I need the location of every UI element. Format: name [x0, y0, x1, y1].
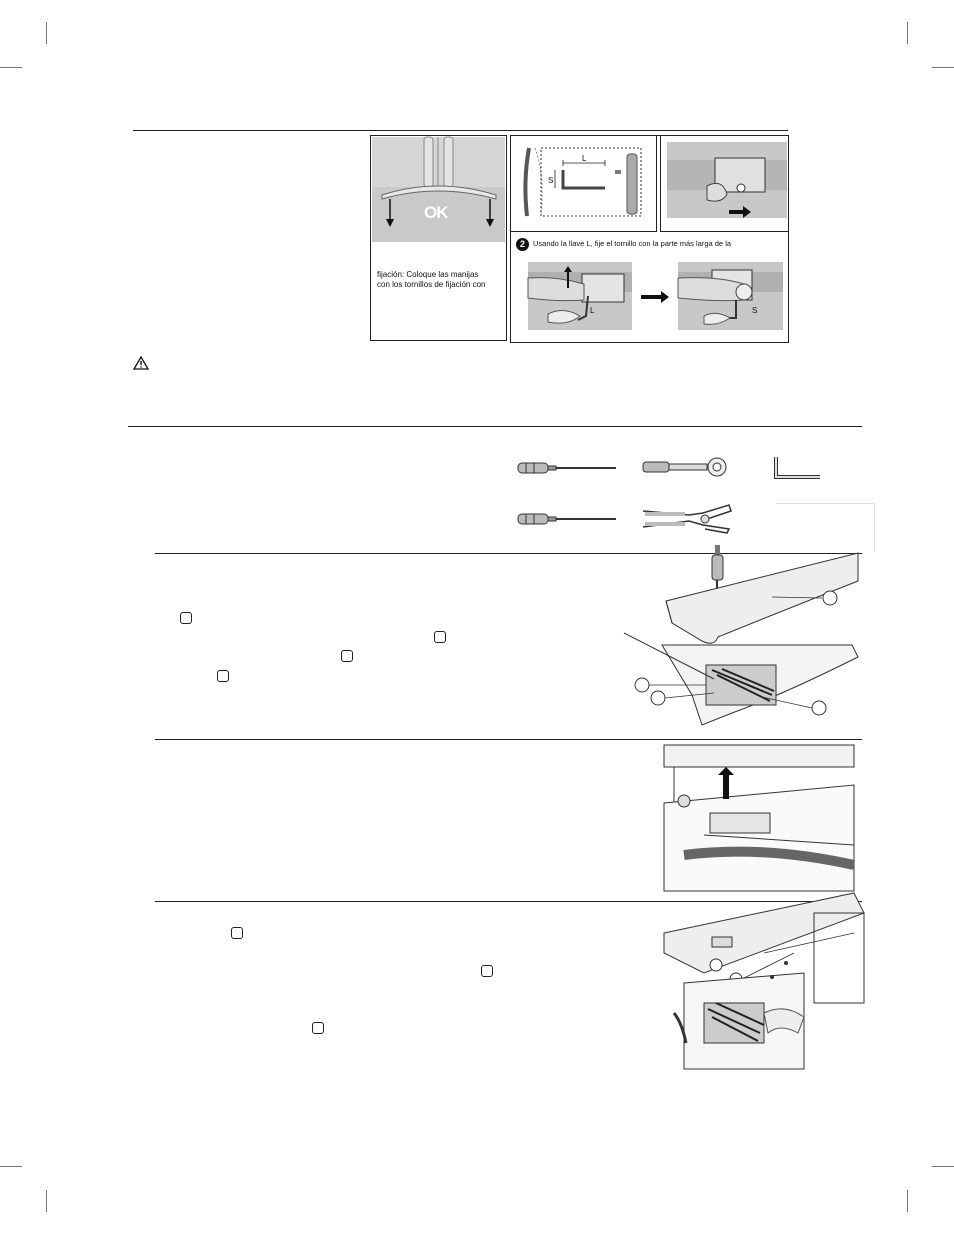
socket-wrench-icon — [643, 457, 733, 477]
step-1-illustration — [667, 142, 787, 218]
crop-mark — [907, 22, 908, 44]
crop-mark — [0, 1166, 22, 1167]
label-l-bottom: L — [590, 306, 595, 315]
handle-drawing — [372, 137, 505, 242]
wrench-tighten-drawing — [528, 262, 632, 330]
wiring-connect-drawing — [664, 893, 874, 1073]
pliers-icon — [643, 503, 733, 533]
callout-box — [180, 612, 192, 624]
crop-mark — [907, 1190, 908, 1212]
label-s: S — [548, 176, 554, 185]
step-1-panel — [660, 136, 788, 232]
label-l: L — [582, 154, 587, 163]
callout-box — [434, 631, 446, 643]
crop-mark — [46, 1190, 47, 1212]
phillips-screwdriver-icon — [518, 461, 618, 475]
arrow-right-icon — [641, 291, 671, 303]
section-rule-top — [133, 130, 788, 131]
figure-handle-install — [370, 135, 507, 341]
callout-box — [217, 670, 229, 682]
fridge-door-illustration — [372, 137, 505, 242]
ok-label: OK — [424, 203, 448, 222]
handle-caption-line-1: fijación: Coloque las manijas — [377, 270, 479, 279]
step-b-rule — [155, 739, 862, 740]
label-s-bottom: S — [752, 306, 758, 315]
crop-mark — [0, 67, 22, 68]
step-2-illustration-b — [678, 262, 783, 330]
warning-triangle-icon — [134, 357, 148, 369]
step-2-number: 2 — [516, 238, 529, 251]
step-2-illustration-a — [528, 262, 632, 330]
allen-wrench-icon — [773, 455, 823, 481]
wrench-finished-drawing — [678, 262, 783, 330]
wrench-diagram-panel — [511, 136, 657, 232]
handle-caption-line-2: con los tornillos de fijación con — [377, 280, 486, 289]
door-lift-drawing — [664, 745, 854, 893]
figure-l-wrench — [510, 135, 789, 343]
callout-box — [231, 927, 243, 939]
handle-mount-drawing — [667, 142, 787, 218]
hinge-cover-drawing — [622, 545, 862, 730]
step-2-text: Usando la llave L, fije el tornillo con la parte más larga de la — [533, 239, 732, 248]
crop-mark — [46, 22, 47, 44]
flat-screwdriver-icon — [518, 512, 618, 526]
crop-mark — [932, 67, 954, 68]
wrench-diagram — [511, 136, 657, 232]
callout-box — [481, 965, 493, 977]
crop-mark — [932, 1166, 954, 1167]
callout-box — [312, 1022, 324, 1034]
section-rule — [128, 426, 862, 427]
callout-box — [341, 650, 353, 662]
